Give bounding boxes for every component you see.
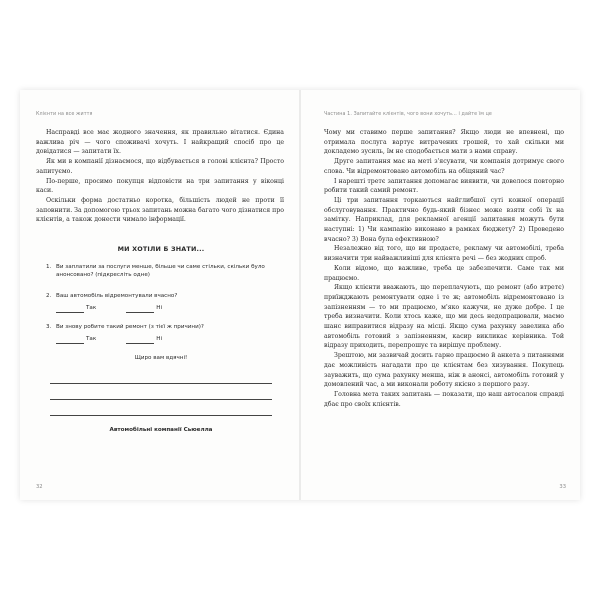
right-page xyxy=(300,90,580,500)
right-paragraph-9: Головна мета таких запитань — показати, що наш автосалон справді дбає про своїх клієнтів. xyxy=(324,390,564,408)
answer-blank xyxy=(56,305,84,313)
right-paragraph-6: Коли відомо, що важливе, треба це забезпечити. Саме так ми працюємо. xyxy=(324,264,564,282)
signature-line xyxy=(50,406,272,416)
survey-thanks: Щиро вам вдячні! xyxy=(134,354,188,361)
left-paragraph-3: По-перше, просимо покупця відповісти на три запитання у віконці каси. xyxy=(36,177,284,195)
left-running-head: Клієнти на все життя xyxy=(36,112,93,117)
answer-yes xyxy=(56,304,96,313)
survey-form xyxy=(46,245,276,435)
answer-row-2 xyxy=(56,304,276,313)
right-paragraph-2: Друге запитання має на меті з'ясувати, чи компанія дотримує свого слова. Чи відремонтовано автомобіль на обіцяний час? xyxy=(324,158,564,175)
right-body-text xyxy=(324,128,564,409)
answer-blank xyxy=(56,336,84,344)
answer-blank xyxy=(126,336,154,344)
signature-line xyxy=(50,390,272,400)
left-page xyxy=(20,90,300,500)
book-spread xyxy=(20,90,580,500)
answer-yes xyxy=(56,335,96,344)
survey-title: МИ ХОТІЛИ Б ЗНАТИ... xyxy=(117,245,205,253)
answer-yes-label: Так xyxy=(86,336,97,342)
survey-question-3 xyxy=(46,323,276,332)
left-page-number: 32 xyxy=(36,484,43,490)
left-paragraph-1: Насправді все має жодного значення, як правильно вітатися. Єдина важлива річ — чого споживачі хочуть. І найкращий спосіб про це довідатися — запитати їх. xyxy=(36,129,284,156)
question-number: 3. xyxy=(46,323,52,330)
survey-company: Автомобільні компанії Сьюелла xyxy=(109,427,213,433)
answer-blank xyxy=(126,305,154,313)
right-paragraph-7: Якщо клієнти вважають, що переплачують, що ремонт (або втретє) приїжджають ремонтувати одне і те ж; автомобіль відремонтовано із запізненням — то ми працюємо, м'яко кажучи, не дуже добре. І це треба визначити. Коли хтось каже, що ми десь недопрацювали, маємо шанс виправитися відразу на місці. Якщо сума рахунку завелика або автомобіль готовий з запізненням, касир викликає керівника. Той відразу приходить, перепрошує та вирішує проблему. xyxy=(324,284,564,350)
right-paragraph-3: І нарешті третє запитання допомагає виявити, чи довелося повторно робити такий самий ремонт. xyxy=(324,177,564,195)
question-number: 2. xyxy=(46,292,52,299)
answer-no-label: Ні xyxy=(156,336,162,342)
right-paragraph-4: Ці три запитання торкаються найглибшої суті кожної операції обслуговування. Практично будь-який бізнес може взяти собі їх на замітку. Наприклад, для рекламної агенції запитання можуть бути наступні: 1) Чи кампанію виконано в рамках бюджету? 2) Проведено вчасно? 3) Вона була ефективною? xyxy=(324,196,564,243)
right-running-head: Частина 1. Запитайте клієнтів, чого вони хочуть... і дайте їм це xyxy=(324,112,492,117)
right-paragraph-1: Чому ми ставимо перше запитання? Якщо люди не впевнені, що отримала послуга вартує витрачених грошей, то хай скільки ми докладемо зусиль, їм не сподобається мати з нами справу. xyxy=(324,129,564,156)
question-text: Ви знову робите такий ремонт (з тієї ж причини)? xyxy=(56,323,204,330)
answer-row-3 xyxy=(56,335,276,344)
survey-question-2 xyxy=(46,292,276,301)
question-text: Ви заплатили за послуги менше, більше чи саме стільки, скільки було анонсовано? (підкресліть одне) xyxy=(56,263,265,278)
right-page-number: 33 xyxy=(559,484,566,490)
signature-line xyxy=(50,374,272,384)
answer-yes-label: Так xyxy=(86,305,97,311)
answer-no xyxy=(126,335,162,344)
left-body-text xyxy=(36,128,284,225)
right-paragraph-5: Незалежно від того, що ви продаєте, рекламу чи автомобілі, треба визначити три найважливіші для клієнта речі — без жодних спроб. xyxy=(324,245,564,263)
question-text: Ваш автомобіль відремонтували вчасно? xyxy=(56,292,178,299)
left-paragraph-2: Як ми в компанії дізнаємося, що відбувається в голові клієнта? Просто запитуємо. xyxy=(36,158,284,175)
right-paragraph-8: Зрештою, ми зазвичай досить гарно працюємо й анкета з питаннями дає можливість нагадати про це клієнтам без хизування. Покупець зауважить, що сума рахунку менша, ніж в анонсі, автомобіль готовий у домовлений час, а ми виконали роботу якісно з першого разу. xyxy=(324,352,564,389)
answer-no xyxy=(126,304,162,313)
question-number: 1. xyxy=(46,263,52,270)
survey-question-1 xyxy=(46,263,276,280)
answer-no-label: Ні xyxy=(156,305,162,311)
left-paragraph-4: Оскільки форма достатньо коротка, більшість людей не проти її заповнити. За допомогою трьох запитань можна багато чого дізнатися про клієнтів, а також донести чимало інформації. xyxy=(36,196,284,224)
